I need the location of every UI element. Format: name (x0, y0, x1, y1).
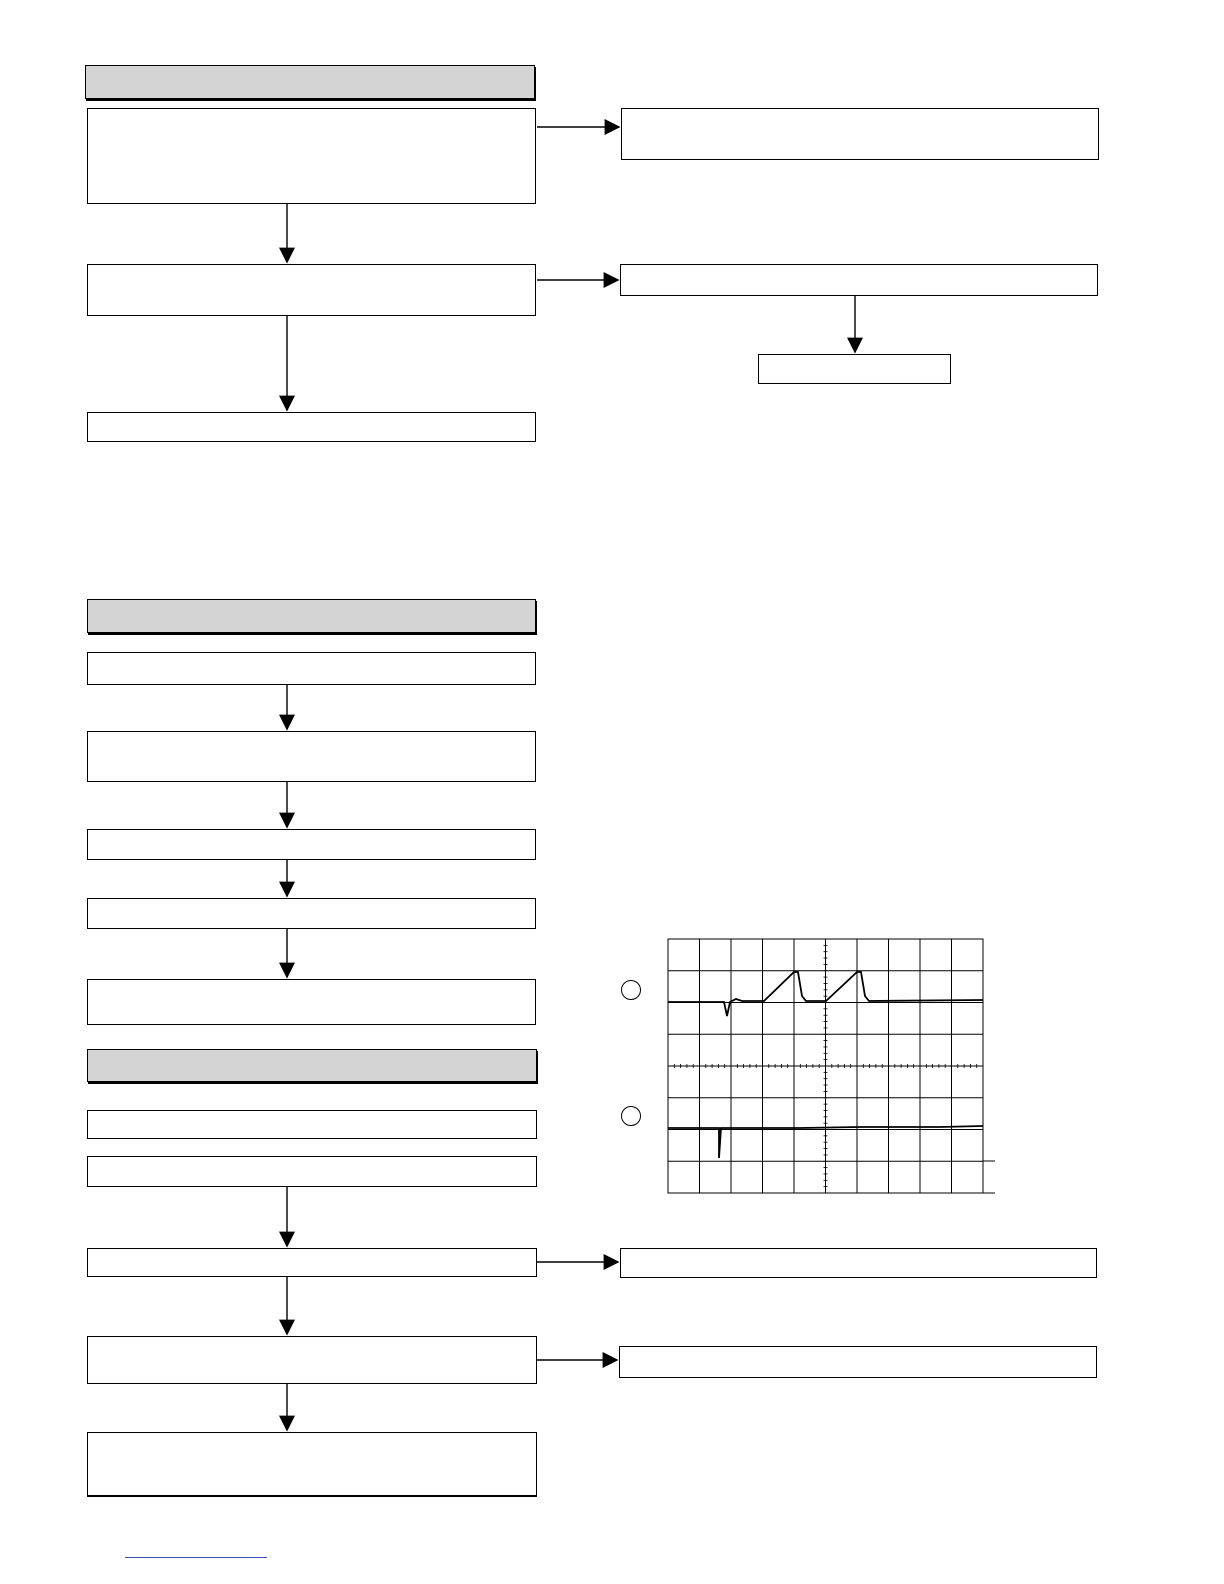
footer-link-underline (125, 1557, 267, 1558)
oscilloscope-graticule (668, 939, 995, 1193)
